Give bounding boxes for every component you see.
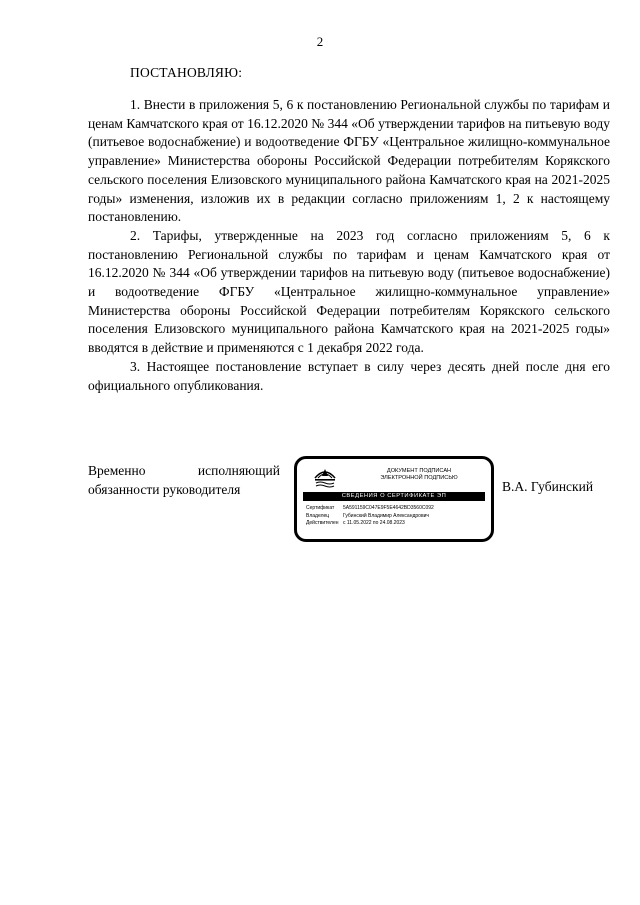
certificate-value: 5A591159C047E9F5E4642BD3560C092 — [343, 505, 434, 511]
owner-row — [306, 513, 434, 521]
certificate-row — [306, 505, 434, 513]
resolve-heading: ПОСТАНОВЛЯЮ: — [130, 65, 243, 80]
paragraph-2: 2. Тарифы, утвержденные на 2023 год согласно приложениям 5, 6 к постановлению Региональной службы по тарифам и ценам Камчатского края от 16.12.2020 № 344 «Об утверждении тарифов на питьевую воду (питьевое водоснабжение) и водоотведение ФГБУ «Центральное жилищно-коммунальное управление» Министерства обороны Российской Федерации потребителям Корякского сельского поселения Елизовского муниципального района Камчатского края на 2021-2025 годы» вводятся в действие и применяются с 1 декабря 2022 года. — [88, 227, 610, 356]
position-word-2: исполняющий — [197, 463, 280, 478]
validity-label: Действителен — [306, 520, 339, 526]
page-number: 2 — [316, 34, 324, 49]
owner-value: Губинский Владимир Александрович — [343, 512, 430, 519]
signatory-position — [88, 462, 280, 499]
document-body — [88, 96, 610, 395]
certificate-label: Сертификат — [306, 505, 335, 511]
coat-of-arms-icon — [313, 466, 337, 488]
position-line-2: обязанности руководителя — [88, 481, 241, 497]
e-signature-stamp — [294, 456, 494, 542]
validity-row — [306, 520, 434, 528]
paragraph-3: 3. Настоящее постановление вступает в силу через десять дней после дня его официального опубликования. — [88, 358, 610, 393]
stamp-heading-line-1: ДОКУМЕНТ ПОДПИСАН — [386, 468, 452, 474]
certificate-info-bar: СВЕДЕНИЯ О СЕРТИФИКАТЕ ЭП — [303, 492, 485, 501]
position-word-1: Временно — [88, 463, 146, 478]
owner-label: Владелец — [306, 512, 330, 519]
validity-value: с 11.05.2022 по 24.08.2023 — [343, 520, 405, 526]
paragraph-1: 1. Внести в приложения 5, 6 к постановлению Региональной службы по тарифам и ценам Камчатского края от 16.12.2020 № 344 «Об утверждении тарифов на питьевую воду (питьевое водоснабжение) и водоотведение ФГБУ «Центральное жилищно-коммунальное управление» Министерства обороны Российской Федерации потребителям Корякского сельского поселения Елизовского муниципального района Камчатского края на 2021-2025 годы» изменения, изложив их в редакции согласно приложениям 1, 2 к настоящему постановлению. — [88, 97, 610, 225]
stamp-heading-line-2: ЭЛЕКТРОННОЙ ПОДПИСЬЮ — [380, 475, 458, 481]
certificate-details — [306, 505, 434, 528]
signatory-name: В.А. Губинский — [502, 479, 594, 494]
stamp-heading — [349, 468, 489, 482]
